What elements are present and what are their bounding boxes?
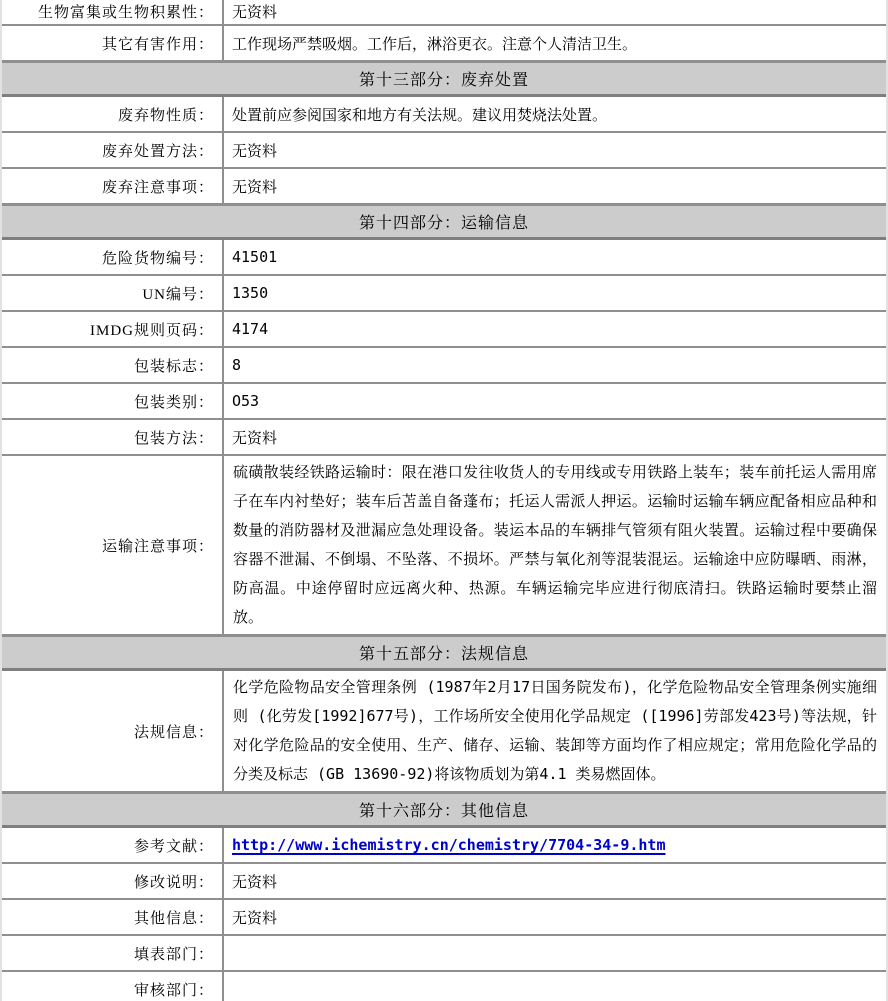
field-value	[224, 972, 886, 1001]
field-label	[2, 0, 224, 24]
section-header	[2, 636, 886, 671]
section-title: 第十四部分：运输信息	[358, 215, 529, 232]
table-row	[2, 169, 886, 205]
field-value	[224, 240, 886, 274]
field-label	[2, 420, 224, 454]
field-value-text: O53	[232, 392, 260, 410]
field-value	[224, 276, 886, 310]
field-value	[224, 456, 886, 634]
field-label-text: 废弃物性质：	[117, 107, 214, 124]
field-label	[2, 312, 224, 346]
field-label	[2, 900, 224, 934]
field-label	[2, 828, 224, 862]
field-label-text: 审核部门：	[133, 982, 214, 999]
field-value-text: 无资料	[232, 141, 278, 160]
field-value-text: 1350	[232, 284, 269, 302]
section-title: 第十六部分：其他信息	[358, 803, 529, 820]
table-row	[2, 97, 886, 133]
field-label-text: 参考文献：	[133, 838, 214, 855]
field-value-text: 无资料	[232, 908, 278, 927]
section-header	[2, 62, 886, 97]
field-label-text: 生物富集或生物积累性：	[37, 5, 214, 21]
field-value-text: 无资料	[232, 3, 278, 21]
field-label-text: 包装标志：	[133, 358, 214, 375]
table-row	[2, 900, 886, 936]
field-label	[2, 348, 224, 382]
table-row	[2, 456, 886, 636]
field-label	[2, 97, 224, 131]
table-row	[2, 671, 886, 793]
field-label-text: 其他信息：	[133, 910, 214, 927]
field-label	[2, 169, 224, 203]
field-label-text: 其它有害作用：	[101, 36, 214, 53]
field-label	[2, 456, 224, 634]
field-label-text: 危险货物编号：	[101, 250, 214, 267]
field-label	[2, 26, 224, 60]
field-value-text: 无资料	[232, 177, 278, 196]
field-value	[224, 420, 886, 454]
field-value-text: 处置前应参阅国家和地方有关法规。建议用焚烧法处置。	[232, 105, 608, 124]
field-label-text: 法规信息：	[133, 724, 214, 741]
field-value-text: 硫磺散装经铁路运输时：限在港口发往收货人的专用线或专用铁路上装车；装车前托运人需用席子在车内衬垫好；装车后苫盖自备蓬布；托运人需派人押运。运输时运输车辆应配备相应品种和数量的消防器材及泄漏应急处理设备。装运本品的车辆排气管须有阻火装置。运输过程中要确保容器不泄漏、不倒塌、不坠落、不损坏。严禁与氧化剂等混装混运。运输途中应防曝晒、雨淋，防高温。中途停留时应远离火种、热源。车辆运输完毕应进行彻底清扫。铁路运输时要禁止溜放。	[233, 463, 877, 626]
table-row	[2, 384, 886, 420]
field-value	[224, 97, 886, 131]
field-value-text: 工作现场严禁吸烟。工作后，淋浴更衣。注意个人清洁卫生。	[232, 34, 638, 53]
table-row	[2, 312, 886, 348]
field-value	[224, 828, 886, 862]
table-row	[2, 276, 886, 312]
table-row	[2, 0, 886, 26]
field-value	[224, 133, 886, 167]
field-value	[224, 26, 886, 60]
field-label-text: 废弃注意事项：	[101, 179, 214, 196]
field-label-text: 废弃处置方法：	[101, 143, 214, 160]
table-row	[2, 936, 886, 972]
table-row	[2, 972, 886, 1001]
field-value	[224, 348, 886, 382]
field-value-text: 化学危险物品安全管理条例 (1987年2月17日国务院发布)，化学危险物品安全管理条例实施细则 (化劳发[1992]677号)，工作场所安全使用化学品规定 ([1996]劳部发423号)等法规，针对化学危险品的安全使用、生产、储存、运输、装卸等方面均作了相应规定；常用危险化学品的分类及标志 (GB 13690-92)将该物质划为第4.1 类易燃固体。	[233, 678, 877, 783]
field-label-text: IMDG规则页码：	[90, 322, 214, 339]
field-value	[224, 312, 886, 346]
field-value-text: 4174	[232, 320, 269, 338]
field-value-text: 无资料	[232, 872, 278, 891]
field-value-text: 无资料	[232, 428, 278, 447]
field-label-text: UN编号：	[142, 286, 214, 303]
field-label	[2, 936, 224, 970]
table-row	[2, 133, 886, 169]
field-value	[224, 900, 886, 934]
field-label	[2, 276, 224, 310]
field-label	[2, 240, 224, 274]
field-label-text: 包装类别：	[133, 394, 214, 411]
field-label	[2, 384, 224, 418]
table-row	[2, 828, 886, 864]
field-label-text: 填表部门：	[133, 946, 214, 963]
field-value-text: 41501	[232, 248, 278, 266]
table-row	[2, 864, 886, 900]
field-value-text: 8	[232, 356, 242, 374]
table-row	[2, 26, 886, 62]
field-value	[224, 671, 886, 791]
field-value	[224, 864, 886, 898]
table-row	[2, 420, 886, 456]
field-value	[224, 936, 886, 970]
section-title: 第十三部分：废弃处置	[358, 72, 529, 89]
field-label-text: 包装方法：	[133, 430, 214, 447]
table-row	[2, 240, 886, 276]
field-value	[224, 384, 886, 418]
reference-link[interactable]: http://www.ichemistry.cn/chemistry/7704-34-9.htm	[232, 836, 666, 854]
section-header	[2, 205, 886, 240]
field-label	[2, 671, 224, 791]
section-title: 第十五部分：法规信息	[358, 646, 529, 663]
field-value	[224, 0, 886, 24]
field-label	[2, 133, 224, 167]
table-row	[2, 348, 886, 384]
field-value	[224, 169, 886, 203]
section-header	[2, 793, 886, 828]
field-label	[2, 972, 224, 1001]
field-label-text: 修改说明：	[133, 874, 214, 891]
field-label-text: 运输注意事项：	[101, 538, 214, 555]
field-label	[2, 864, 224, 898]
